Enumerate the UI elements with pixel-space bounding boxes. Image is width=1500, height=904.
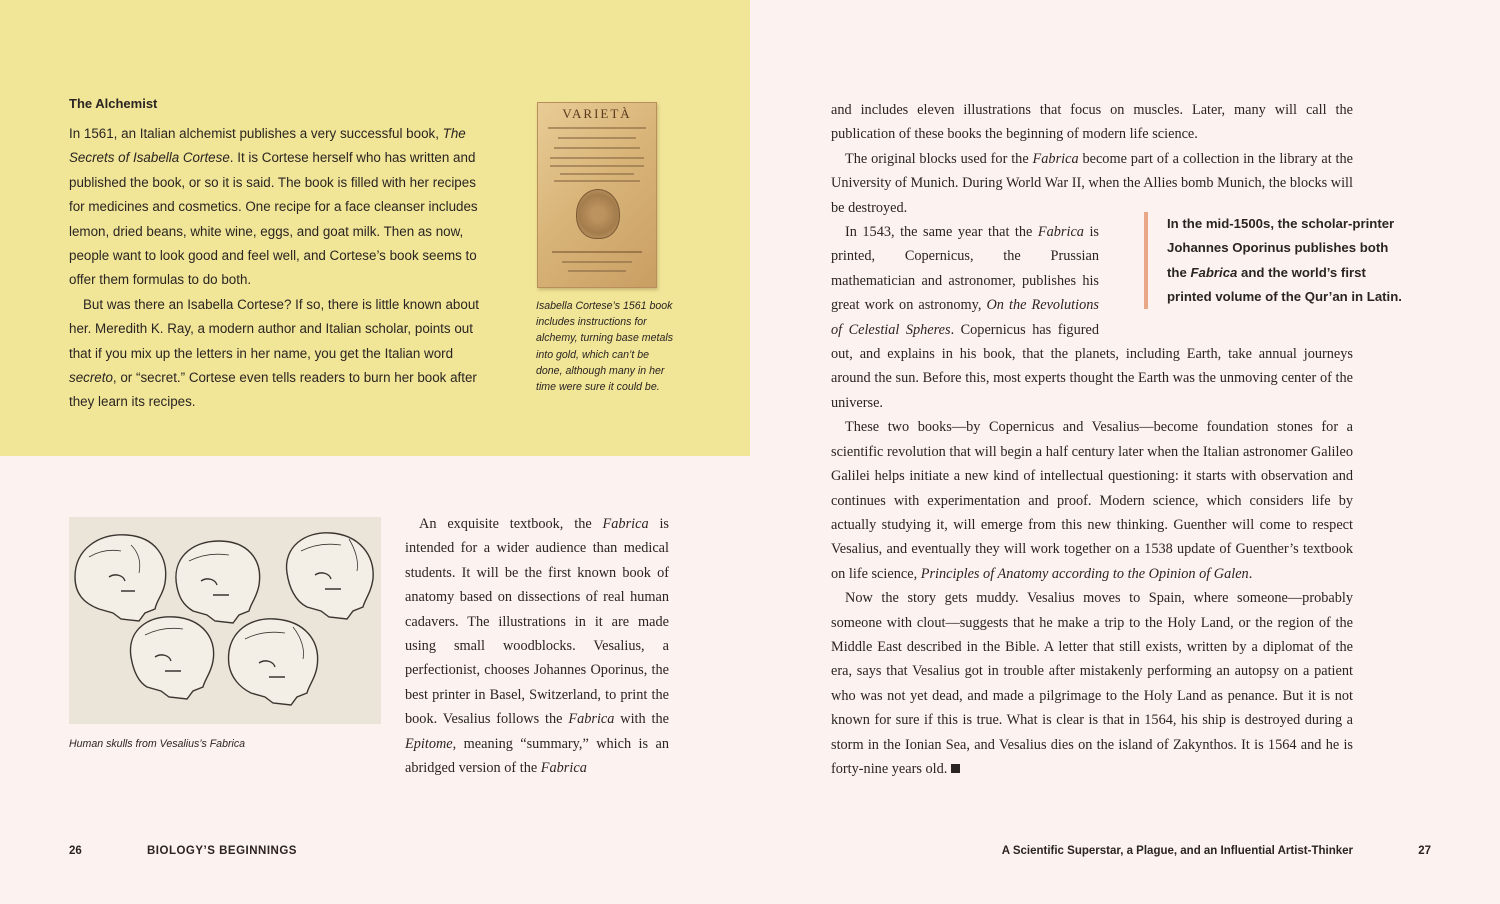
book-title: Fabrica bbox=[1032, 150, 1079, 167]
book-title: Fabrica bbox=[1190, 264, 1238, 280]
text-run: The original blocks used for the bbox=[845, 150, 1033, 167]
book-title: Fabrica bbox=[568, 711, 615, 728]
sidebar-title: The Alchemist bbox=[69, 96, 158, 111]
text-run: In 1543, the same year that the bbox=[845, 224, 1038, 241]
skulls-caption: Human skulls from Vesalius’s Fabrica bbox=[69, 738, 246, 750]
book-title: The Secrets of Isabella Cortese bbox=[69, 126, 466, 166]
emblem-icon bbox=[576, 189, 620, 239]
body-paragraph bbox=[405, 512, 669, 780]
text-run: In 1561, an Italian alchemist publishes a very successful book, bbox=[69, 126, 443, 141]
book-title: On the Revolutions of Celestial Spheres bbox=[831, 297, 1099, 338]
body-paragraph bbox=[831, 147, 1353, 220]
page-number-right: 27 bbox=[1418, 845, 1431, 857]
skulls-illustration bbox=[69, 517, 381, 724]
text-run: . bbox=[1248, 565, 1253, 582]
book-cover-image bbox=[537, 102, 657, 288]
text-run: These two books—by Copernicus and Vesalius—become foundation stones for a scientific revolution that will begin a half century later when the Italian astronomer Galileo Galilei helps initiate a new kind of intellectual questioning: it starts with observation and continues with experimentation and proof. Modern science, which considers life by actually studying it, will emerge from this new thinking. Guenther will come to respect Vesalius, and eventually they will work together on a 1538 update of Guenther’s textbook on life science, bbox=[831, 419, 1353, 582]
sidebar-paragraph bbox=[69, 122, 493, 293]
text-run: with the bbox=[614, 711, 669, 728]
end-of-chapter-icon bbox=[951, 764, 960, 773]
text-run: and the world’s first printed volume of the Qur’an in Latin. bbox=[1167, 264, 1402, 305]
running-head-right: A Scientific Superstar, a Plague, and an Influential Artist-Thinker bbox=[1001, 845, 1353, 857]
cover-title: VARIETÀ bbox=[562, 106, 632, 121]
text-run: In the mid-1500s, the scholar-printer Johannes Oporinus publishes both the bbox=[1167, 216, 1395, 280]
book-title: Fabrica bbox=[1037, 224, 1084, 241]
pull-quote bbox=[1144, 212, 1406, 309]
cover-caption: Isabella Cortese’s 1561 book includes instructions for alchemy, turning base metals into gold, which can’t be done, although many in her time were sure it could be. bbox=[536, 300, 673, 394]
book-title: Fabrica bbox=[540, 760, 587, 777]
body-paragraph bbox=[831, 415, 1353, 586]
book-title: Epitome bbox=[405, 735, 453, 752]
text-run: is printed, Copernicus, the Prussian mathematician and astronomer, publishes his great work on astronomy, bbox=[831, 224, 1099, 314]
italic-word: secreto bbox=[69, 370, 113, 386]
text-run: , meaning “summary,” which is an abridged version of the bbox=[405, 735, 669, 777]
pull-quote-text bbox=[1167, 212, 1406, 310]
text-run: is intended for a wider audience than medical students. It will be the first known book of anatomy based on dissections of real human cadavers. The illustrations in it are made using small woodblocks. Vesalius, a perfectionist, chooses Johannes Oporinus, the best printer in Basel, Switzerland, to print the book. Vesalius follows the bbox=[405, 516, 669, 728]
book-title: Principles of Anatomy according to the Opinion of Galen bbox=[920, 565, 1249, 582]
text-run: , or “secret.” Cortese even tells readers to burn her book after they learn its recipes. bbox=[69, 370, 477, 410]
text-run: But was there an Isabella Cortese? If so, there is little known about her. Meredith K. Ray, a modern author and Italian scholar, points out that if you mix up the letters in her name, you get the Italian word bbox=[69, 296, 479, 361]
left-body-column bbox=[405, 512, 669, 780]
body-paragraph bbox=[831, 586, 1353, 781]
text-run: become part of a collection in the library at the University of Munich. During World War II, when the Allies bomb Munich, the blocks will be destroyed. bbox=[831, 150, 1354, 216]
running-head-left: BIOLOGY’S BEGINNINGS bbox=[147, 845, 297, 857]
text-run: Now the story gets muddy. Vesalius moves to Spain, where someone—probably someone with clout—suggests that he make a trip to the Holy Land, or the region of the Middle East described in the Bible. A letter that still exists, written by a diplomat of the era, says that Vesalius got in trouble after mistakenly performing an autopsy on a patient who was not yet dead, and made a pilgrimage to the Holy Land as penance. But it is not known for sure if this is true. What is clear is that in 1564, his ship is destroyed during a storm in the Ionian Sea, and Vesalius dies on the island of Zakynthos. It is 1564 and he is forty-nine years old. bbox=[831, 590, 1353, 777]
right-body-column bbox=[831, 98, 1353, 781]
sidebar-text bbox=[69, 122, 493, 415]
body-paragraph: and includes eleven illustrations that focus on muscles. Later, many will call the publication of these books the beginning of modern life science. bbox=[831, 102, 1353, 143]
text-run: . It is Cortese herself who has written and published the book, or so it is said. The book is filled with her recipes for medicines and cosmetics. One recipe for a face cleanser includes lemon, dried beans, white wine, eggs, and goat milk. Then as now, people want to look good and feel well, and Cortese’s book seems to offer them formulas to do both. bbox=[69, 150, 478, 288]
text-run: . Copernicus has figured out, and explains in his book, that the planets, including Earth, take annual journeys around the sun. Before this, most experts thought the Earth was the unmoving center of the universe. bbox=[831, 321, 1353, 411]
sidebar-paragraph bbox=[69, 293, 493, 415]
page-number-left: 26 bbox=[69, 845, 82, 857]
book-title: Fabrica bbox=[602, 516, 649, 532]
text-run: An exquisite textbook, the bbox=[419, 516, 603, 532]
